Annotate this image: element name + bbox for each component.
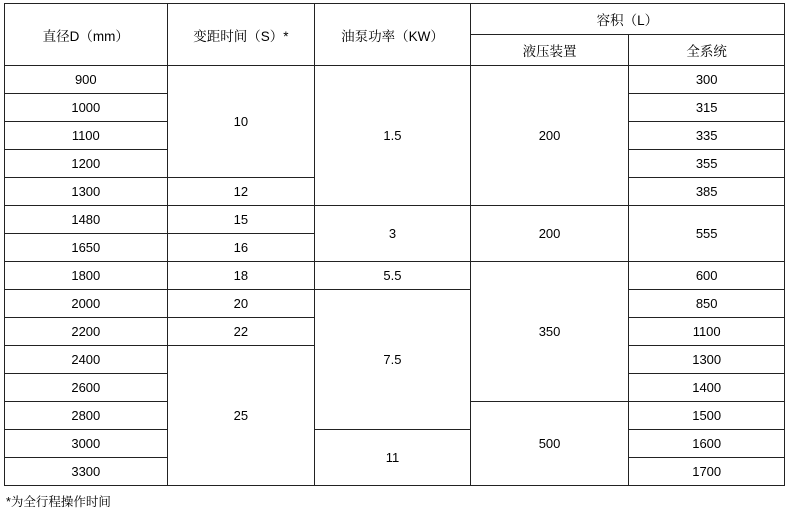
cell-diameter: 2400 (5, 346, 168, 374)
header-volume-group: 容积（L） (470, 4, 784, 35)
cell-volume-system: 1400 (629, 374, 785, 402)
cell-shift-time: 10 (167, 66, 315, 178)
cell-volume-system: 1700 (629, 458, 785, 486)
cell-diameter: 1800 (5, 262, 168, 290)
cell-volume-system: 300 (629, 66, 785, 94)
cell-pump-power: 7.5 (315, 290, 471, 430)
cell-shift-time: 16 (167, 234, 315, 262)
cell-volume-system: 355 (629, 150, 785, 178)
cell-volume-system: 335 (629, 122, 785, 150)
table-row (5, 206, 785, 234)
cell-diameter: 1650 (5, 234, 168, 262)
cell-shift-time: 15 (167, 206, 315, 234)
cell-diameter: 3300 (5, 458, 168, 486)
cell-volume-system: 600 (629, 262, 785, 290)
cell-shift-time: 20 (167, 290, 315, 318)
cell-diameter: 900 (5, 66, 168, 94)
table-row (5, 430, 785, 458)
cell-diameter: 2600 (5, 374, 168, 402)
cell-volume-hydraulic: 350 (470, 262, 629, 402)
table-row (5, 290, 785, 318)
cell-diameter: 3000 (5, 430, 168, 458)
table-header-row-1 (5, 4, 785, 35)
cell-shift-time: 12 (167, 178, 315, 206)
cell-volume-system: 555 (629, 206, 785, 262)
cell-diameter: 2000 (5, 290, 168, 318)
table-row (5, 66, 785, 94)
cell-diameter: 1000 (5, 94, 168, 122)
header-volume-hydraulic: 液压装置 (470, 35, 629, 66)
cell-volume-hydraulic: 200 (470, 206, 629, 262)
cell-pump-power: 11 (315, 430, 471, 486)
cell-diameter: 1200 (5, 150, 168, 178)
spec-table-page (0, 3, 789, 509)
cell-diameter: 1300 (5, 178, 168, 206)
cell-volume-system: 1100 (629, 318, 785, 346)
specification-table (4, 3, 785, 486)
cell-volume-system: 1600 (629, 430, 785, 458)
cell-volume-system: 315 (629, 94, 785, 122)
cell-diameter: 2200 (5, 318, 168, 346)
header-shift-time: 变距时间（S）* (167, 4, 315, 66)
cell-volume-system: 1500 (629, 402, 785, 430)
cell-shift-time: 22 (167, 318, 315, 346)
cell-pump-power: 1.5 (315, 66, 471, 206)
cell-volume-hydraulic: 200 (470, 66, 629, 206)
header-pump-power: 油泵功率（KW） (315, 4, 471, 66)
cell-pump-power: 3 (315, 206, 471, 262)
cell-diameter: 1480 (5, 206, 168, 234)
cell-pump-power: 5.5 (315, 262, 471, 290)
cell-volume-system: 385 (629, 178, 785, 206)
cell-diameter: 2800 (5, 402, 168, 430)
header-diameter: 直径D（mm） (5, 4, 168, 66)
table-row (5, 262, 785, 290)
cell-volume-system: 1300 (629, 346, 785, 374)
cell-volume-hydraulic: 500 (470, 402, 629, 486)
cell-diameter: 1100 (5, 122, 168, 150)
header-volume-system: 全系统 (629, 35, 785, 66)
table-footnote: *为全行程操作时间 (6, 495, 111, 509)
cell-shift-time: 25 (167, 346, 315, 486)
cell-volume-system: 850 (629, 290, 785, 318)
cell-shift-time: 18 (167, 262, 315, 290)
